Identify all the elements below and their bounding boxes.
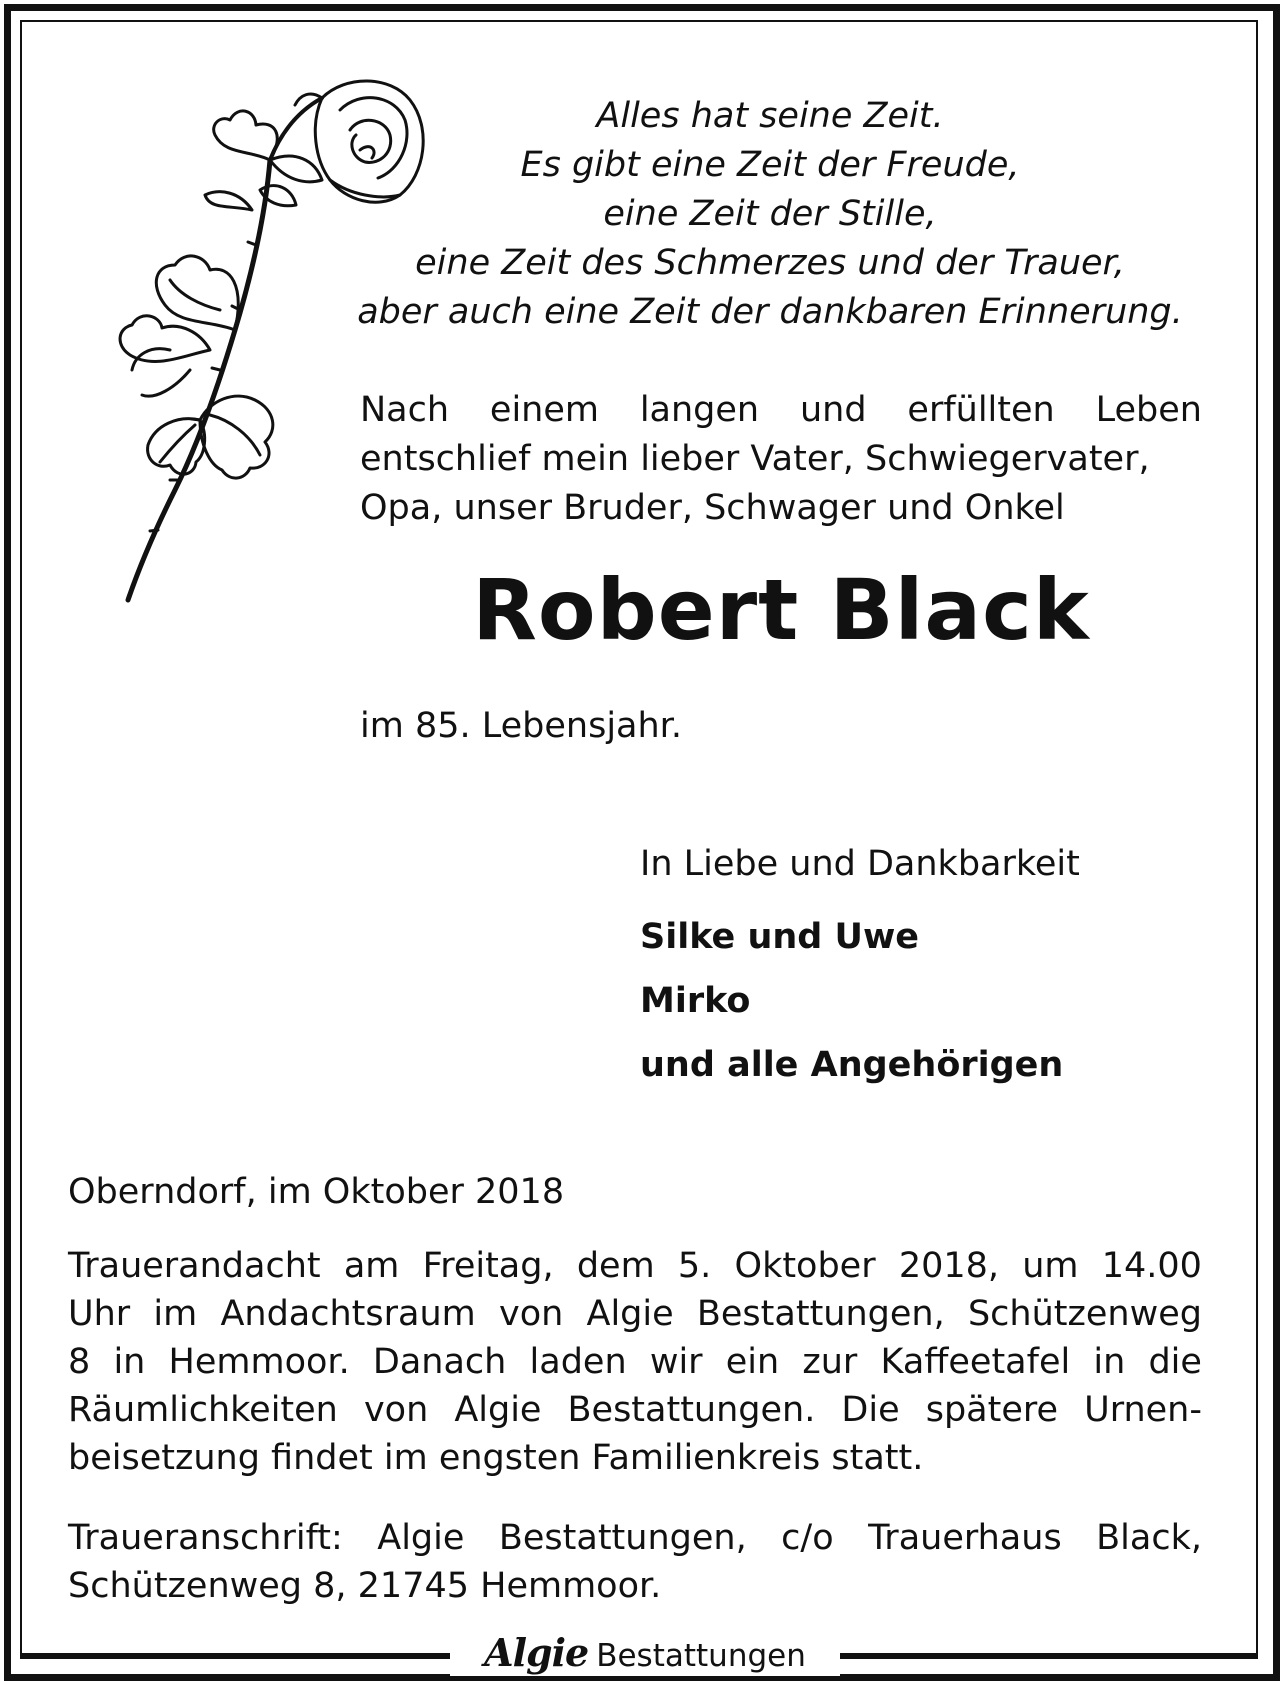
- service-word: spätere: [925, 1390, 1059, 1430]
- intro-word: langen: [639, 390, 760, 430]
- service-word: Trauerandacht: [68, 1246, 321, 1286]
- service-word: am: [343, 1246, 400, 1286]
- service-word: Urnen-: [1084, 1390, 1202, 1430]
- poem-line: Alles hat seine Zeit.: [596, 96, 944, 136]
- service-word: Oktober: [734, 1246, 876, 1286]
- service-word: Uhr: [68, 1294, 131, 1334]
- logo-suffix: Bestattungen: [596, 1638, 806, 1674]
- mourning-address: [68, 1514, 1202, 1610]
- funeral-home-logo: [450, 1630, 840, 1676]
- intro-line: entschlief mein lieber Vater, Schwiegervater,: [360, 439, 1150, 479]
- intro-text: [360, 386, 1202, 533]
- service-word: Die: [841, 1390, 900, 1430]
- mourner-name: Silke und Uwe: [640, 917, 920, 957]
- footer-rule: [840, 1653, 1258, 1659]
- service-word: laden: [529, 1342, 627, 1382]
- address-word: c/o: [781, 1518, 834, 1558]
- service-word: Freitag,: [422, 1246, 554, 1286]
- service-word: von: [498, 1294, 564, 1334]
- service-word: Algie: [586, 1294, 674, 1334]
- service-word: im: [153, 1294, 198, 1334]
- place-date: Oberndorf, im Oktober 2018: [68, 1172, 565, 1212]
- service-line: beisetzung findet im engsten Familienkreis statt.: [68, 1438, 924, 1478]
- service-word: Andachtsraum: [220, 1294, 476, 1334]
- service-word: 2018,: [898, 1246, 1000, 1286]
- footer-rule: [20, 1653, 450, 1659]
- service-word: Räumlichkeiten: [68, 1390, 338, 1430]
- poem-line: aber auch eine Zeit der dankbaren Erinnerung.: [357, 292, 1183, 332]
- logo-wordmark: Algie: [484, 1630, 589, 1675]
- service-word: um: [1022, 1246, 1079, 1286]
- address-word: Black,: [1096, 1518, 1202, 1558]
- service-word: die: [1148, 1342, 1202, 1382]
- service-line: [68, 1290, 1202, 1338]
- service-notice: [68, 1242, 1202, 1482]
- poem: [340, 92, 1200, 337]
- service-word: in: [113, 1342, 146, 1382]
- service-word: Danach: [372, 1342, 507, 1382]
- age-line: im 85. Lebensjahr.: [360, 706, 682, 746]
- service-word: Schützenweg: [967, 1294, 1202, 1334]
- service-word: 14.00: [1101, 1246, 1202, 1286]
- intro-word: erfüllten: [907, 390, 1055, 430]
- mourner-name: Mirko: [640, 981, 751, 1021]
- service-word: 8: [68, 1342, 91, 1382]
- service-word: dem: [576, 1246, 655, 1286]
- poem-line: Es gibt eine Zeit der Freude,: [520, 145, 1020, 185]
- intro-line: [360, 386, 1202, 435]
- address-word: Algie: [377, 1518, 465, 1558]
- address-word: Trauerhaus: [868, 1518, 1062, 1558]
- service-word: in: [1093, 1342, 1126, 1382]
- service-line: [68, 1338, 1202, 1386]
- mourner-name: und alle Angehörigen: [640, 1045, 1064, 1085]
- service-word: von: [363, 1390, 429, 1430]
- intro-word: Leben: [1095, 390, 1202, 430]
- address-word: Bestattungen,: [498, 1518, 747, 1558]
- deceased-name: Robert Black: [472, 561, 1090, 659]
- service-line: [68, 1386, 1202, 1434]
- service-word: Algie: [454, 1390, 542, 1430]
- service-word: Kaffeetafel: [880, 1342, 1071, 1382]
- service-word: wir: [649, 1342, 703, 1382]
- service-word: ein: [725, 1342, 780, 1382]
- poem-line: eine Zeit der Stille,: [603, 194, 937, 234]
- address-line: [68, 1514, 1202, 1562]
- intro-line: Opa, unser Bruder, Schwager und Onkel: [360, 488, 1065, 528]
- service-word: zur: [802, 1342, 858, 1382]
- intro-word: einem: [489, 390, 599, 430]
- address-line: Schützenweg 8, 21745 Hemmoor.: [68, 1566, 662, 1606]
- love-line: In Liebe und Dankbarkeit: [640, 844, 1080, 884]
- service-word: Bestattungen.: [567, 1390, 816, 1430]
- service-word: Bestattungen,: [696, 1294, 945, 1334]
- mourners-block: [640, 840, 1200, 1097]
- poem-line: eine Zeit des Schmerzes und der Trauer,: [415, 243, 1125, 283]
- address-word: Traueranschrift:: [68, 1518, 343, 1558]
- intro-word: und: [799, 390, 867, 430]
- service-word: Hemmoor.: [168, 1342, 350, 1382]
- intro-word: Nach: [360, 390, 450, 430]
- service-line: [68, 1242, 1202, 1290]
- service-word: 5.: [677, 1246, 712, 1286]
